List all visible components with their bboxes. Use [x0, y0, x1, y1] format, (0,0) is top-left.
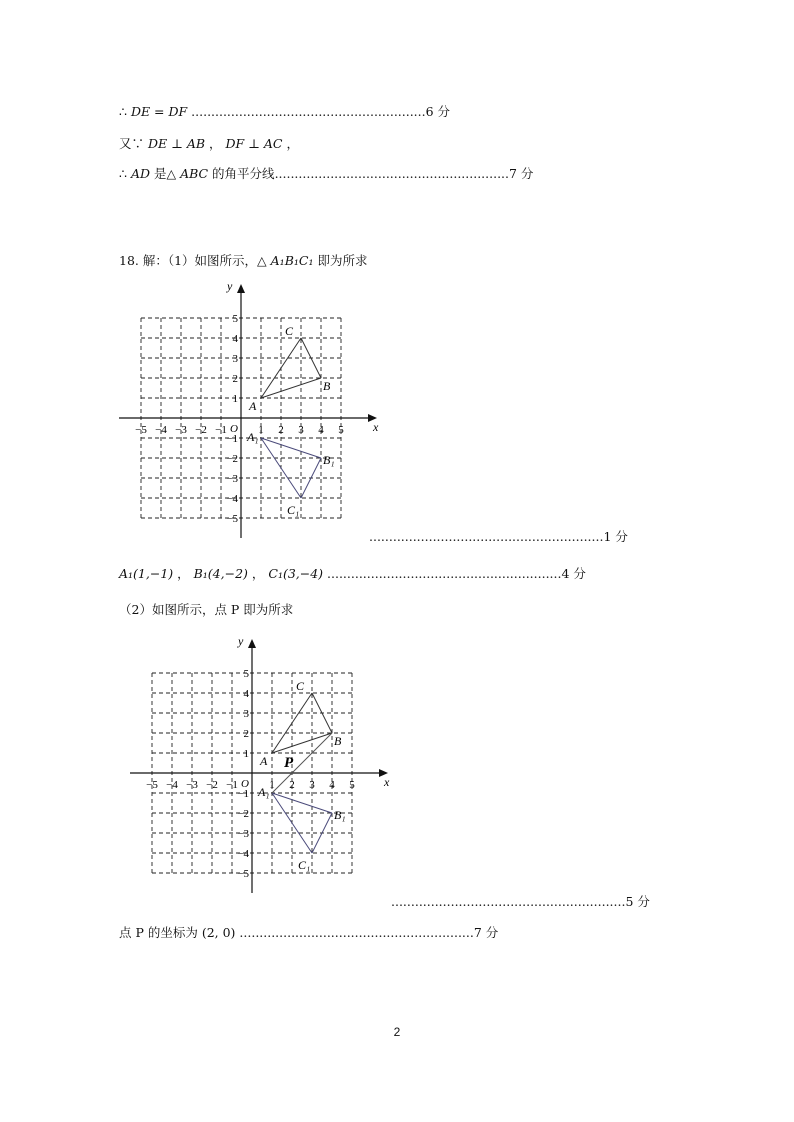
- point-label: C: [285, 324, 294, 338]
- part2-line: [119, 602, 293, 618]
- x-tick-label: 5: [338, 424, 344, 436]
- coord-c1: C₁(3,−4): [268, 566, 324, 581]
- triangle-abc-side: [261, 378, 321, 398]
- score: 7 分: [473, 925, 499, 940]
- point-label: B: [334, 734, 342, 748]
- y-axis-arrow: [248, 639, 256, 648]
- part2-text: （2）如图所示，点 P 即为所求: [119, 602, 294, 617]
- proof-text: ∴: [119, 104, 131, 119]
- proof-text: 的角平分线: [208, 166, 275, 181]
- x-tick-label: −2: [206, 779, 218, 791]
- point-label: C₁: [287, 503, 300, 517]
- y-tick-label: −2: [226, 453, 238, 465]
- proof-line-3: [119, 166, 533, 182]
- point-label: C₁: [298, 858, 311, 872]
- score: 6 分: [425, 104, 451, 119]
- score-dots: ...........................................................: [391, 894, 626, 909]
- y-tick-label: 3: [243, 708, 249, 720]
- point-label: B₁: [334, 808, 346, 822]
- point-label: A₁: [258, 785, 270, 799]
- x-tick-label: −4: [155, 424, 167, 436]
- point-label: C: [296, 679, 305, 693]
- y-tick-label: 4: [232, 333, 238, 345]
- y-axis-label: y: [238, 634, 244, 648]
- y-tick-label: −5: [237, 868, 249, 880]
- x-tick-label: 2: [278, 424, 284, 436]
- point-label: A: [260, 754, 268, 768]
- coordinate-graph-2: [126, 634, 390, 898]
- y-tick-label: −2: [237, 808, 249, 820]
- q18-title-text: 18. 解：（1）如图所示，△: [119, 253, 271, 268]
- proof-text: ∴: [119, 166, 131, 181]
- p-coord-text: 点 P 的坐标为 (2, 0): [119, 925, 240, 940]
- point-label: B₁: [323, 453, 335, 467]
- y-tick-label: −5: [226, 513, 238, 525]
- score-line-1: [369, 529, 628, 545]
- point-label: P: [284, 755, 294, 771]
- x-axis-label: x: [384, 775, 390, 789]
- point-label: A₁: [247, 430, 259, 444]
- page-number: 2: [393, 1025, 401, 1039]
- x-tick-label: 1: [258, 424, 264, 436]
- x-tick-label: −3: [175, 424, 187, 436]
- p-coord-line: [119, 925, 498, 941]
- sep: ，: [173, 566, 194, 581]
- x-tick-label: 4: [329, 779, 335, 791]
- x-tick-label: −3: [186, 779, 198, 791]
- y-tick-label: −3: [226, 473, 238, 485]
- proof-text: 又∵: [119, 136, 148, 151]
- y-tick-label: 5: [243, 668, 249, 680]
- x-tick-label: 4: [318, 424, 324, 436]
- sep: ，: [247, 566, 269, 581]
- score-dots: ...........................................................: [239, 925, 474, 940]
- y-tick-label: −1: [237, 788, 249, 800]
- proof-text: ，: [282, 136, 299, 151]
- proof-dots: ...........................................................: [274, 166, 509, 181]
- score: 5 分: [625, 894, 650, 909]
- proof-dots: ...........................................................: [187, 104, 426, 119]
- proof-math: AD: [130, 166, 150, 181]
- y-tick-label: −4: [237, 848, 249, 860]
- y-tick-label: 4: [243, 688, 249, 700]
- score-dots: ...........................................................: [323, 566, 562, 581]
- coord-a1: A₁(1,−1): [119, 566, 174, 581]
- x-tick-label: 3: [298, 424, 304, 436]
- x-tick-label: 2: [289, 779, 295, 791]
- q18-title-math: A₁B₁C₁: [270, 253, 314, 268]
- y-tick-label: −3: [237, 828, 249, 840]
- score-dots: ...........................................................: [369, 529, 604, 544]
- triangle-a1b1c1-side: [272, 793, 332, 813]
- x-tick-label: −5: [146, 779, 158, 791]
- y-tick-label: 1: [232, 393, 238, 405]
- y-tick-label: 1: [243, 748, 249, 760]
- score: 7 分: [509, 166, 534, 181]
- proof-line-2: [119, 136, 299, 152]
- x-tick-label: 1: [269, 779, 275, 791]
- score: 4 分: [561, 566, 586, 581]
- point-label: B: [323, 379, 331, 393]
- y-tick-label: 5: [232, 313, 238, 325]
- y-axis-label: y: [227, 279, 233, 293]
- x-tick-label: 3: [309, 779, 315, 791]
- triangle-a1b1c1-side: [261, 438, 321, 458]
- y-tick-label: −4: [226, 493, 238, 505]
- coord-b1: B₁(4,−2): [193, 566, 248, 581]
- origin-label: O: [230, 423, 238, 435]
- triangle-abc-side: [272, 733, 332, 753]
- x-tick-label: −1: [226, 779, 238, 791]
- y-tick-label: 3: [232, 353, 238, 365]
- origin-label: O: [241, 778, 249, 790]
- proof-text: ，: [205, 136, 226, 151]
- proof-line-1: [119, 104, 450, 120]
- y-tick-label: 2: [232, 373, 238, 385]
- q18-title: [119, 253, 367, 269]
- y-tick-label: 2: [243, 728, 249, 740]
- y-tick-label: −1: [226, 433, 238, 445]
- proof-math: ABC: [180, 166, 209, 181]
- score: 1 分: [603, 529, 628, 544]
- coords-line: [119, 566, 586, 582]
- point-label: A: [249, 399, 257, 413]
- proof-math: DF ⊥ AC: [225, 136, 283, 151]
- line-a1-b: [272, 733, 332, 793]
- x-tick-label: −4: [166, 779, 178, 791]
- x-axis-label: x: [373, 420, 379, 434]
- x-tick-label: 5: [349, 779, 355, 791]
- y-axis-arrow: [237, 284, 245, 293]
- x-tick-label: −1: [215, 424, 227, 436]
- proof-math: DE = DF: [130, 104, 188, 119]
- q18-title-suffix: 即为所求: [313, 253, 368, 268]
- proof-text: 是△: [150, 166, 181, 181]
- score-line-2: [391, 894, 650, 910]
- coordinate-graph-1: [115, 279, 379, 543]
- proof-math: DE ⊥ AB: [147, 136, 206, 151]
- x-tick-label: −2: [195, 424, 207, 436]
- x-tick-label: −5: [135, 424, 147, 436]
